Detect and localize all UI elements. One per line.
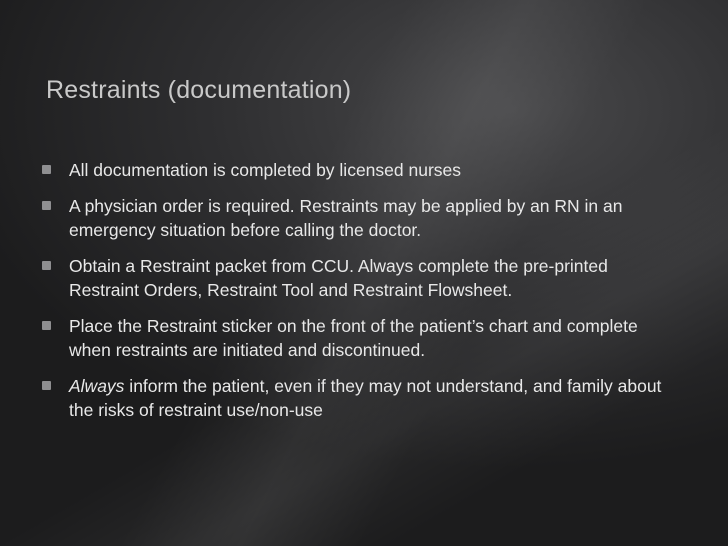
bullet-text xyxy=(69,374,682,422)
bullet-item-inform-patient xyxy=(42,374,682,422)
bullet-item-restraint-sticker xyxy=(42,314,682,362)
bullet-text-rest: inform the patient, even if they may not understand, and family about the risks of restraint use/non-use xyxy=(69,376,662,420)
square-bullet-icon xyxy=(42,381,51,390)
bullet-text: Obtain a Restraint packet from CCU. Always complete the pre-printed Restraint Orders, Restraint Tool and Restraint Flowsheet. xyxy=(69,256,608,300)
square-bullet-icon xyxy=(42,201,51,210)
bullet-emphasis: Always xyxy=(69,376,125,396)
bullet-text: All documentation is completed by licensed nurses xyxy=(69,160,462,180)
slide-title: Restraints (documentation) xyxy=(46,76,352,104)
bullet-item-licensed-nurses xyxy=(42,158,682,182)
square-bullet-icon xyxy=(42,321,51,330)
bullet-item-restraint-packet xyxy=(42,254,682,302)
bullet-list xyxy=(42,158,682,434)
square-bullet-icon xyxy=(42,261,51,270)
bullet-text: A physician order is required. Restraints may be applied by an RN in an emergency situation before calling the doctor. xyxy=(69,196,623,240)
bullet-text: Place the Restraint sticker on the front of the patient’s chart and complete when restraints are initiated and discontinued. xyxy=(69,316,638,360)
square-bullet-icon xyxy=(42,165,51,174)
bullet-item-physician-order xyxy=(42,194,682,242)
